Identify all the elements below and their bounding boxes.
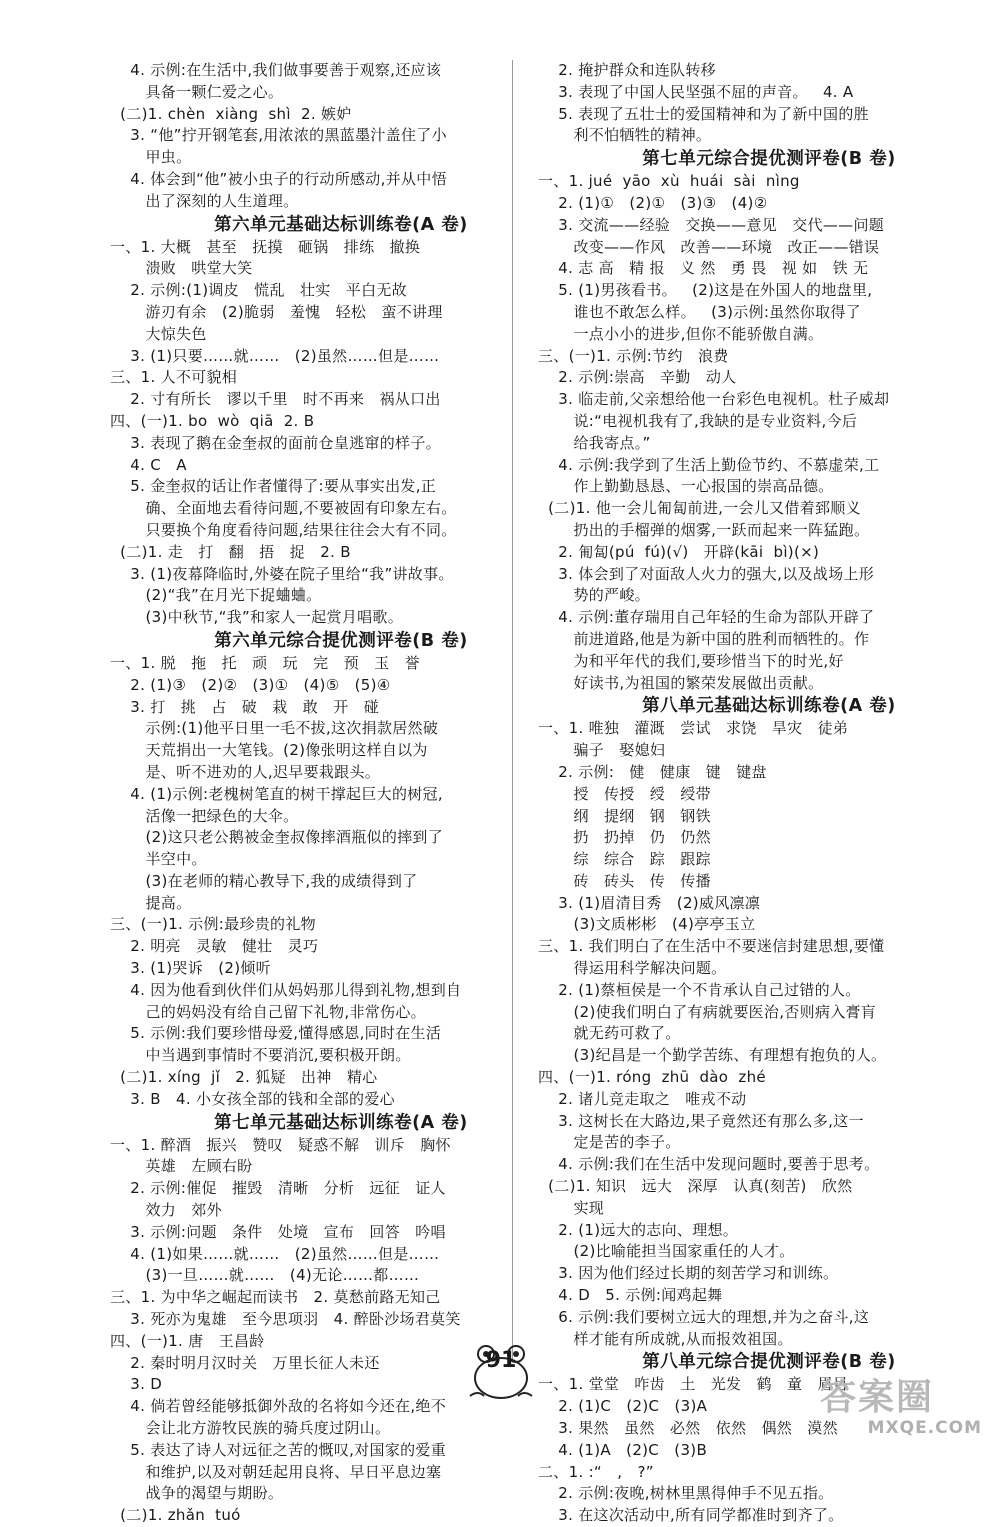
answer-line: 2. 诸儿竞走取之 唯戎不动 xyxy=(538,1089,747,1108)
answer-line: 3. 因为他们经过长期的刻苦学习和训练。 xyxy=(538,1264,839,1283)
answer-line: 2. 示例:催促 摧毁 清晰 分析 远征 证人 xyxy=(110,1179,446,1198)
answer-line: 己的妈妈没有给自己留下礼物,非常伤心。 xyxy=(110,1002,426,1021)
answer-line: 4. D 5. 示例:闻鸡起舞 xyxy=(538,1286,723,1305)
answer-line: 4. 示例:我们在生活中发现问题时,要善于思考。 xyxy=(538,1155,880,1174)
answer-line: (二)1. chèn xiàng shì 2. 嫉妒 xyxy=(110,104,352,123)
answer-line: 一点小小的进步,但你不能骄傲自满。 xyxy=(538,324,824,343)
section-heading: 第六单元基础达标训练卷(A 卷) xyxy=(214,214,468,235)
answer-line: 3. 死亦为鬼雄 至今思项羽 4. 醉卧沙场君莫笑 xyxy=(110,1310,461,1329)
answer-line: 3. “他”拧开钢笔套,用浓浓的黑蓝墨汁盖住了小 xyxy=(110,126,447,145)
answer-line: 一、1. 脱 拖 托 顽 玩 完 预 玉 誉 xyxy=(110,653,420,672)
answer-line: 效力 郊外 xyxy=(110,1201,222,1220)
answer-line: 综 综合 踪 跟踪 xyxy=(538,850,711,869)
answer-line: 3. 体会到了对面敌人火力的强大,以及战场上形 xyxy=(538,564,875,583)
answer-line: 3. (1)只要……就…… (2)虽然……但是…… xyxy=(110,346,440,365)
answer-line: 2. 示例:夜晚,树林里黑得伸手不见五指。 xyxy=(538,1484,834,1503)
answer-line: 5. 示例:我们要珍惜母爱,懂得感恩,同时在生活 xyxy=(110,1024,442,1043)
answer-line: 3. 临走前,父亲想给他一台彩色电视机。杜子威却 xyxy=(538,390,890,409)
right-column xyxy=(538,60,1000,1527)
answer-line: (2)使我们明白了有病就要医治,否则病入膏肓 xyxy=(538,1002,877,1021)
answer-line: 英雄 左顾右盼 xyxy=(110,1157,253,1176)
answer-line: (3)一旦……就…… (4)无论……都…… xyxy=(110,1266,420,1285)
answer-line: 三、(一)1. 示例:节约 浪费 xyxy=(538,346,729,365)
answer-line: 3. 打 挑 占 破 栽 敢 开 碰 xyxy=(110,697,380,716)
answer-line: 2. 掩护群众和连队转移 xyxy=(538,61,716,79)
answer-line: 战争的渴望与期盼。 xyxy=(110,1484,284,1503)
answer-line: (二)1. 他一会儿匍匐前进,一会儿又借着郅顺义 xyxy=(538,499,861,518)
answer-line: 4. 因为他看到伙伴们从妈妈那儿得到礼物,想到自 xyxy=(110,980,462,999)
answer-line: (二)1. 知识 远大 深厚 认真(刻苦) 欣然 xyxy=(538,1177,853,1196)
answer-line: 5. 金奎叔的话让作者懂得了:要从事实出发,正 xyxy=(110,477,437,496)
answer-line: 4. 示例:在生活中,我们做事要善于观察,还应该 xyxy=(110,61,442,79)
answer-line: 2. 明亮 灵敏 健壮 灵巧 xyxy=(110,937,319,956)
answer-line: 2. 秦时明月汉时关 万里长征人未还 xyxy=(110,1353,380,1372)
answer-line: 样才能有所成就,从而报效祖国。 xyxy=(538,1329,793,1348)
answer-line: 5. 表达了诗人对远征之苦的慨叹,对国家的爱重 xyxy=(110,1440,447,1459)
answer-line: 3. 果然 虽然 必然 依然 偶然 漠然 xyxy=(538,1419,838,1438)
page-number-badge xyxy=(464,1338,538,1408)
answer-line: 4. C A xyxy=(110,455,187,474)
answer-line: 一、1. jué yāo xù huái sài nìng xyxy=(538,172,800,191)
answer-line: (2)比喻能担当国家重任的人才。 xyxy=(538,1242,795,1261)
answer-line: 三、1. 为中华之崛起而读书 2. 莫愁前路无知己 xyxy=(110,1288,441,1307)
answer-line: 4. (1)示例:老槐树笔直的树干撑起巨大的树冠, xyxy=(110,784,443,803)
answer-line: 游刃有余 (2)脆弱 羞愧 轻松 蛮不讲理 xyxy=(110,302,443,321)
answer-line: 扔 扔掉 仍 仍然 xyxy=(538,828,711,847)
answer-line: 3. (1)夜幕降临时,外婆在院子里给“我”讲故事。 xyxy=(110,564,454,583)
answer-line: 二、1. :“ , ?” xyxy=(538,1462,654,1481)
answer-line: 只要换个角度看待问题,结果往往会大有不同。 xyxy=(110,520,457,539)
section-heading: 第八单元综合提优测评卷(B 卷) xyxy=(642,1352,896,1373)
answer-line: 2. 寸有所长 谬以千里 时不再来 祸从口出 xyxy=(110,390,441,409)
answer-line: 3. 示例:问题 条件 处境 宣布 回答 吟唱 xyxy=(110,1222,446,1241)
answer-line: 具备一颗仁爱之心。 xyxy=(110,82,284,101)
answer-line: 4. 示例:董存瑞用自己年轻的生命为部队开辟了 xyxy=(538,608,875,627)
answer-line: 说:“电视机我有了,我缺的是专业资料,今后 xyxy=(538,411,858,430)
answer-line: 3. 交流——经验 交换——意见 交代——问题 xyxy=(538,215,885,234)
answer-line: 天荒捐出一大笔钱。(2)像张明这样自以为 xyxy=(110,741,428,760)
answer-line: 提高。 xyxy=(110,893,192,912)
answer-line: 2. (1)③ (2)② (3)① (4)⑤ (5)④ xyxy=(110,675,391,694)
section-heading: 第六单元综合提优测评卷(B 卷) xyxy=(214,630,468,651)
answer-line: 5. 表现了五壮士的爱国精神和为了新中国的胜 xyxy=(538,104,869,123)
answer-line: 6. 示例:我们要树立远大的理想,并为之奋斗,这 xyxy=(538,1307,870,1326)
answer-line: 三、1. 人不可貌相 xyxy=(110,368,238,387)
answer-line: 四、(一)1. 唐 王昌龄 xyxy=(110,1331,265,1350)
answer-line: 2. 示例:崇高 辛勤 动人 xyxy=(538,368,737,387)
answer-line: 确、全面地去看待问题,不要被固有印象左右。 xyxy=(110,499,457,518)
answer-line: 得运用科学解决问题。 xyxy=(538,959,727,978)
answer-line: 一、1. 唯独 灌溉 尝试 求饶 旱灾 徒弟 xyxy=(538,719,849,738)
watermark xyxy=(820,1378,990,1440)
answer-line: (3)纪昌是一个勤学苦练、有理想有抱负的人。 xyxy=(538,1046,887,1065)
answer-line: 作上勤勤恳恳、一心报国的崇高品德。 xyxy=(538,477,834,496)
answer-line: 一、1. 醉酒 振兴 赞叹 疑惑不解 训斥 胸怀 xyxy=(110,1135,451,1154)
answer-line: 5. (1)男孩看书。 (2)这是在外国人的地盘里, xyxy=(538,281,873,300)
column-divider xyxy=(512,60,513,1360)
answer-line: 溃败 哄堂大笑 xyxy=(110,259,253,278)
answer-line: (3)中秋节,“我”和家人一起赏月唱歌。 xyxy=(110,608,404,627)
watermark-logo-text: 答案圈 xyxy=(820,1377,935,1418)
answer-line: 3. (1)眉清目秀 (2)威风凛凛 xyxy=(538,893,761,912)
answer-line: 出了深刻的人生道理。 xyxy=(110,191,299,210)
answer-line: 一、1. 大概 甚至 抚摸 砸锅 排练 撤换 xyxy=(110,237,421,256)
answer-line: 3. D xyxy=(110,1375,163,1394)
answer-line: 是、听不进劝的人,迟早要栽跟头。 xyxy=(110,762,381,781)
answer-line: 授 传授 绶 绶带 xyxy=(538,784,711,803)
answer-line: 3. 表现了中国人民坚强不屈的声音。 4. A xyxy=(538,82,854,101)
answer-line: 2. 示例: 健 健康 键 键盘 xyxy=(538,762,767,781)
answer-line: 三、(一)1. 示例:最珍贵的礼物 xyxy=(110,915,316,934)
page-number: 91 xyxy=(485,1348,517,1373)
answer-line: 纲 提纲 钢 钢铁 xyxy=(538,806,711,825)
answer-line: 利不怕牺牲的精神。 xyxy=(538,126,712,145)
answer-line: (2)这只老公鹅被金奎叔像摔酒瓶似的摔到了 xyxy=(110,828,444,847)
answer-line: 4. 体会到“他”被小虫子的行动所感动,并从中悟 xyxy=(110,169,447,188)
section-heading: 第七单元基础达标训练卷(A 卷) xyxy=(214,1112,468,1133)
answer-line: 大惊失色 xyxy=(110,324,207,343)
answer-line: 4. (1)A (2)C (3)B xyxy=(538,1440,708,1459)
answer-line: 2. (1)C (2)C (3)A xyxy=(538,1397,708,1416)
answer-line: 谁也不敢怎么样。 (3)示例:虽然你取得了 xyxy=(538,302,861,321)
answer-line: 就无药可救了。 xyxy=(538,1024,681,1043)
answer-line: 2. (1)远大的志向、理想。 xyxy=(538,1220,739,1239)
answer-line: 骗子 娶媳妇 xyxy=(538,741,666,760)
answer-line: (3)在老师的精心教导下,我的成绩得到了 xyxy=(110,871,418,890)
left-column xyxy=(110,60,572,1527)
section-heading: 第八单元基础达标训练卷(A 卷) xyxy=(642,696,896,717)
answer-line: 和维护,以及对朝廷起用良将、早日平息边塞 xyxy=(110,1462,442,1481)
answer-line: 2. 示例:(1)调皮 慌乱 壮实 平白无故 xyxy=(110,281,407,300)
answer-line: (二)1. zhǎn tuó xyxy=(110,1506,241,1525)
answer-line: 2. 匍匐(pú fú)(√) 开辟(kāi bì)(×) xyxy=(538,542,820,561)
answer-line: 3. 这树长在大路边,果子竟然还有那么多,这一 xyxy=(538,1111,864,1130)
answer-line: 会让北方游牧民族的骑兵度过阴山。 xyxy=(110,1419,391,1438)
answer-line: 2. (1)① (2)① (3)③ (4)② xyxy=(538,193,768,212)
answer-line: 2. (1)蔡桓侯是一个不肯承认自己过错的人。 xyxy=(538,980,861,999)
answer-line: 四、(一)1. róng zhū dào zhé xyxy=(538,1068,766,1087)
answer-line: 给我寄点。” xyxy=(538,433,651,452)
answer-line: 扔出的手榴弹的烟雾,一跃而起来一阵猛跑。 xyxy=(538,520,870,539)
answer-line: 三、1. 我们明白了在生活中不要迷信封建思想,要懂 xyxy=(538,937,885,956)
answer-line: 砖 砖头 传 传播 xyxy=(538,871,711,890)
answer-line: 3. 在这次活动中,所有同学都准时到齐了。 xyxy=(538,1506,844,1525)
answer-line: 4. (1)如果……就…… (2)虽然……但是…… xyxy=(110,1244,440,1263)
answer-line: 4. 倘若曾经能够抵御外敌的名将如今还在,绝不 xyxy=(110,1397,447,1416)
answer-line: 半空中。 xyxy=(110,850,207,869)
answer-line: 好读书,为祖国的繁荣发展做出贡献。 xyxy=(538,673,824,692)
section-heading: 第七单元综合提优测评卷(B 卷) xyxy=(642,149,896,170)
answer-line: 示例:(1)他平日里一毛不拔,这次捐款居然破 xyxy=(110,719,439,738)
answer-line: (二)1. 走 打 翻 捂 捉 2. B xyxy=(110,542,351,561)
answer-line: 4. 志 高 精 报 义 然 勇 畏 视 如 铁 无 xyxy=(538,259,869,278)
answer-line: 改变——作风 改善——环境 改正——错误 xyxy=(538,237,880,256)
answer-line: 势的严峻。 xyxy=(538,586,650,605)
answer-line: 为和平年代的我们,要珍惜当下的时光,好 xyxy=(538,651,844,670)
answer-line: (2)“我”在月光下捉蛐蛐。 xyxy=(110,586,322,605)
answer-line: 实现 xyxy=(538,1198,605,1217)
answer-line: 3. (1)哭诉 (2)倾听 xyxy=(110,959,271,978)
answer-line: 前进道路,他是为新中国的胜利而牺牲的。作 xyxy=(538,629,870,648)
answer-line: 一、1. 堂堂 咋齿 土 光发 鹤 童 眉目 xyxy=(538,1375,849,1394)
answer-line: 中当遇到事情时不要消沉,要积极开朗。 xyxy=(110,1046,411,1065)
answer-line: 3. 表现了鹅在金奎叔的面前仓皇逃窜的样子。 xyxy=(110,433,441,452)
answer-line: (二)1. xíng jǐ 2. 狐疑 出神 精心 xyxy=(110,1068,378,1087)
answer-line: 4. 示例:我学到了生活上勤俭节约、不慕虚荣,工 xyxy=(538,455,880,474)
answer-line: 3. B 4. 小女孩全部的钱和全部的爱心 xyxy=(110,1089,395,1108)
answer-line: 四、(一)1. bo wò qiā 2. B xyxy=(110,411,315,430)
answer-line: 定是苦的李子。 xyxy=(538,1133,681,1152)
answer-line: (3)文质彬彬 (4)亭亭玉立 xyxy=(538,915,756,934)
answer-line: 甲虫。 xyxy=(110,148,192,167)
answer-line: 活像一把绿色的大伞。 xyxy=(110,806,299,825)
watermark-site-text: MXQE.COM xyxy=(867,1418,982,1438)
